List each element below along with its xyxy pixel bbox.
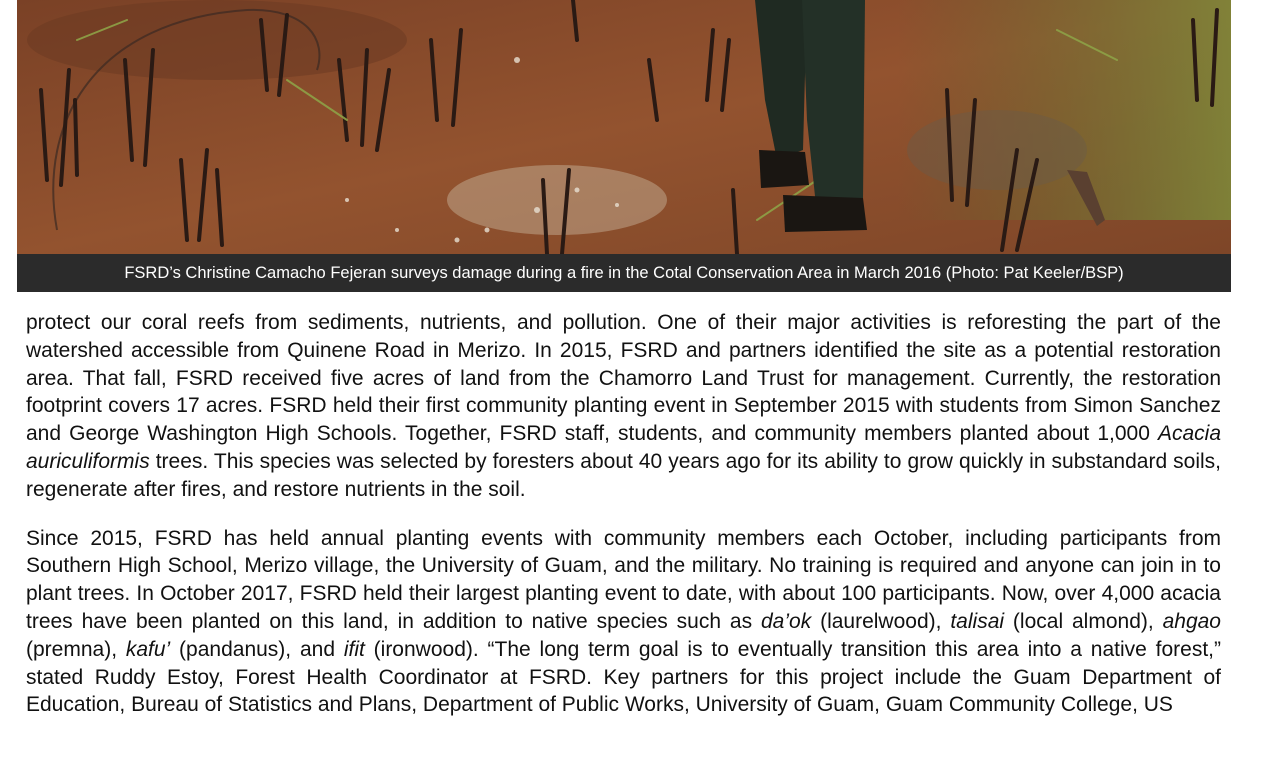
paragraph-planting-events	[26, 525, 1221, 720]
italic-term: ifit	[343, 637, 365, 661]
photo-caption: FSRD’s Christine Camacho Fejeran surveys damage during a fire in the Cotal Conservation Area in March 2016 (Photo: Pat Keeler/BSP)	[17, 254, 1231, 292]
text-run: (premna),	[26, 637, 126, 661]
paragraph-reforestation	[26, 309, 1221, 504]
text-run: (laurelwood),	[811, 609, 951, 633]
text-run: (ironwood). “The long term goal is to eventually transition this area into a native forest,” stated Ruddy Estoy, Forest Health Coordinator at FSRD. Key partners for this project include the Guam Department of Education, Bureau of Statistics and Plans, Department of Public Works, University of Guam, Guam Community College, US	[26, 637, 1221, 717]
italic-term: da’ok	[760, 609, 812, 633]
text-run: (local almond),	[1004, 609, 1163, 633]
italic-term: Acacia auriculiformis	[26, 422, 1221, 473]
italic-term: ahgao	[1162, 609, 1221, 633]
italic-term: kafu’	[125, 637, 171, 661]
photo-burned-field	[17, 0, 1231, 254]
text-run: Since 2015, FSRD has held annual planting events with community members each October, including participants from Southern High School, Merizo village, the University of Guam, and the military. No training is required and anyone can join in to plant trees. In October 2017, FSRD held their largest planting event to date, with about 100 participants. Now, over 4,000 acacia trees have been planted on this land, in addition to native species such as	[26, 526, 1221, 633]
text-run: (pandanus), and	[170, 637, 344, 661]
article-body	[26, 309, 1221, 719]
text-run: protect our coral reefs from sediments, nutrients, and pollution. One of their major activities is reforesting the part of the watershed accessible from Quinene Road in Merizo. In 2015, FSRD and partners identified the site as a potential restoration area. That fall, FSRD received five acres of land from the Chamorro Land Trust for management. Currently, the restoration footprint covers 17 acres. FSRD held their first community planting event in September 2015 with students from Simon Sanchez and George Washington High Schools. Together, FSRD staff, students, and community members planted about 1,000	[26, 311, 1221, 446]
text-run: trees. This species was selected by foresters about 40 years ago for its ability to grow quickly in substandard soils, regenerate after fires, and restore nutrients in the soil.	[26, 449, 1221, 501]
italic-term: talisai	[950, 609, 1005, 633]
